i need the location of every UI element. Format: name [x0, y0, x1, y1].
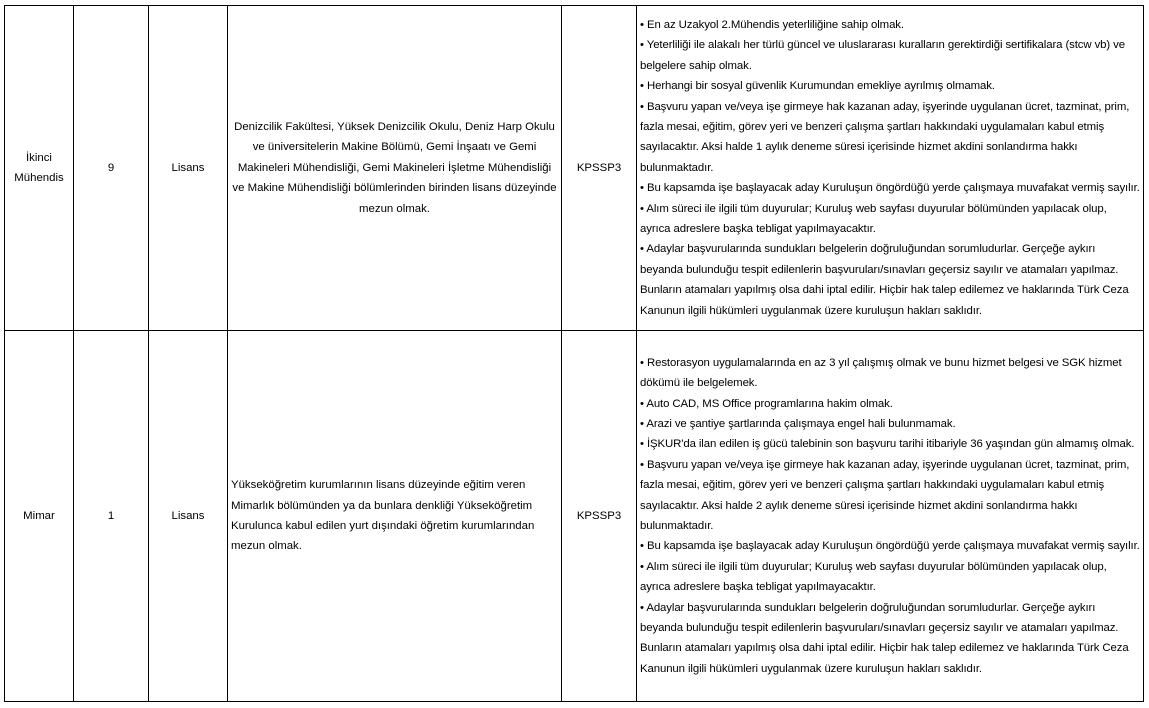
- qualification-item: • Yeterliliği ile alakalı her türlü güncel ve uluslararası kuralların gerektirdiği sertifikalara (stcw vb) ve belgelere sahip olmak.: [640, 39, 1125, 72]
- kpss-score-type: KPSSP3: [562, 6, 637, 331]
- education-level: Lisans: [149, 331, 228, 702]
- qualification-list: [637, 6, 1144, 331]
- position-title: İkinci Mühendis: [5, 6, 74, 331]
- job-listing-table: [4, 5, 1144, 702]
- qualification-item: • Bu kapsamda işe başlayacak aday Kuruluşun öngördüğü yerde çalışmaya muvafakat vermiş sayılır.: [640, 182, 1140, 195]
- position-count: 9: [74, 6, 149, 331]
- position-count: 1: [74, 331, 149, 702]
- qualification-item: • Alım süreci ile ilgili tüm duyurular; Kuruluş web sayfası duyurular bölümünden yapılacak olup, ayrıca adreslere başka tebligat yapılmayacaktır.: [640, 560, 1107, 594]
- table-row: [5, 331, 1144, 702]
- qualification-item: • Herhangi bir sosyal güvenlik Kurumundan emekliye ayrılmış olmamak.: [640, 80, 995, 93]
- table-row: [5, 6, 1144, 331]
- education-requirement: Denizcilik Fakültesi, Yüksek Denizcilik Okulu, Deniz Harp Okulu ve üniversitelerin Makine Bölümü, Gemi İnşaatı ve Gemi Makineleri Mühendisliği, Gemi Makineleri İşletme Mühendisliği ve Makine Mühendisliği bölümlerinden birinden lisans düzeyinde mezun olmak.: [228, 6, 562, 331]
- qualification-item: • Başvuru yapan ve/veya işe girmeye hak kazanan aday, işyerinde uygulanan ücret, tazminat, prim, fazla mesai, eğitim, görev yeri ve benzeri çalışma şartları hakkındaki uygulamaları kabul etmiş sayılacaktır. Aksi halde 2 aylık deneme süresi içerisinde hizmet akdini sonlandırma hakkı bulunmaktadır.: [640, 458, 1130, 532]
- education-level: Lisans: [149, 6, 228, 331]
- qualification-list: [637, 331, 1144, 702]
- qualification-item: • Bu kapsamda işe başlayacak aday Kuruluşun öngördüğü yerde çalışmaya muvafakat vermiş sayılır.: [640, 540, 1140, 553]
- qualification-item: • Restorasyon uygulamalarında en az 3 yıl çalışmış olmak ve bunu hizmet belgesi ve SGK hizmet dökümü ile belgelemek.: [640, 356, 1122, 390]
- qualification-item: • İŞKUR'da ilan edilen iş gücü talebinin son başvuru tarihi itibariyle 36 yaşından gün almamış olmak.: [640, 438, 1135, 451]
- kpss-score-type: KPSSP3: [562, 331, 637, 702]
- qualification-item: • Adaylar başvurularında sundukları belgelerin doğruluğundan sorumludurlar. Gerçeğe aykırı beyanda bulunduğu tespit edilenlerin başvuruları/sınavları geçersiz sayılır ve atamaları yapılmaz. Bunların atamaları yapılmış olsa dahi iptal edilir. Hiçbir hak talep edilemez ve haklarında Türk Ceza Kanunun ilgili hükümleri uygulanmak üzere kuruluşun hakları saklıdır.: [640, 243, 1129, 317]
- position-title: Mimar: [5, 331, 74, 702]
- qualification-item: • Başvuru yapan ve/veya işe girmeye hak kazanan aday, işyerinde uygulanan ücret, tazminat, prim, fazla mesai, eğitim, görev yeri ve benzeri çalışma şartları hakkındaki uygulamaları kabul etmiş sayılacaktır. Aksi halde 1 aylık deneme süresi içerisinde hizmet akdini sonlandırma hakkı bulunmaktadır.: [640, 100, 1130, 174]
- qualification-item: • Auto CAD, MS Office programlarına hakim olmak.: [640, 397, 893, 410]
- qualification-item: • Arazi ve şantiye şartlarında çalışmaya engel hali bulunmamak.: [640, 417, 956, 430]
- qualification-item: • Adaylar başvurularında sundukları belgelerin doğruluğundan sorumludurlar. Gerçeğe aykırı beyanda bulunduğu tespit edilenlerin başvuruları/sınavları geçersiz sayılır ve atamaları yapılmaz. Bunların atamaları yapılmış olsa dahi iptal edilir. Hiçbir hak talep edilemez ve haklarında Türk Ceza Kanunun ilgili hükümleri uygulanmak üzere kuruluşun hakları saklıdır.: [640, 601, 1129, 675]
- education-requirement: Yükseköğretim kurumlarının lisans düzeyinde eğitim veren Mimarlık bölümünden ya da bunlara denkliği Yükseköğretim Kurulunca kabul edilen yurt dışındaki öğretim kurumlarından mezun olmak.: [228, 331, 562, 702]
- qualification-item: • En az Uzakyol 2.Mühendis yeterliliğine sahip olmak.: [640, 18, 904, 31]
- qualification-item: • Alım süreci ile ilgili tüm duyurular; Kuruluş web sayfası duyurular bölümünden yapılacak olup, ayrıca adreslere başka tebligat yapılmayacaktır.: [640, 202, 1107, 236]
